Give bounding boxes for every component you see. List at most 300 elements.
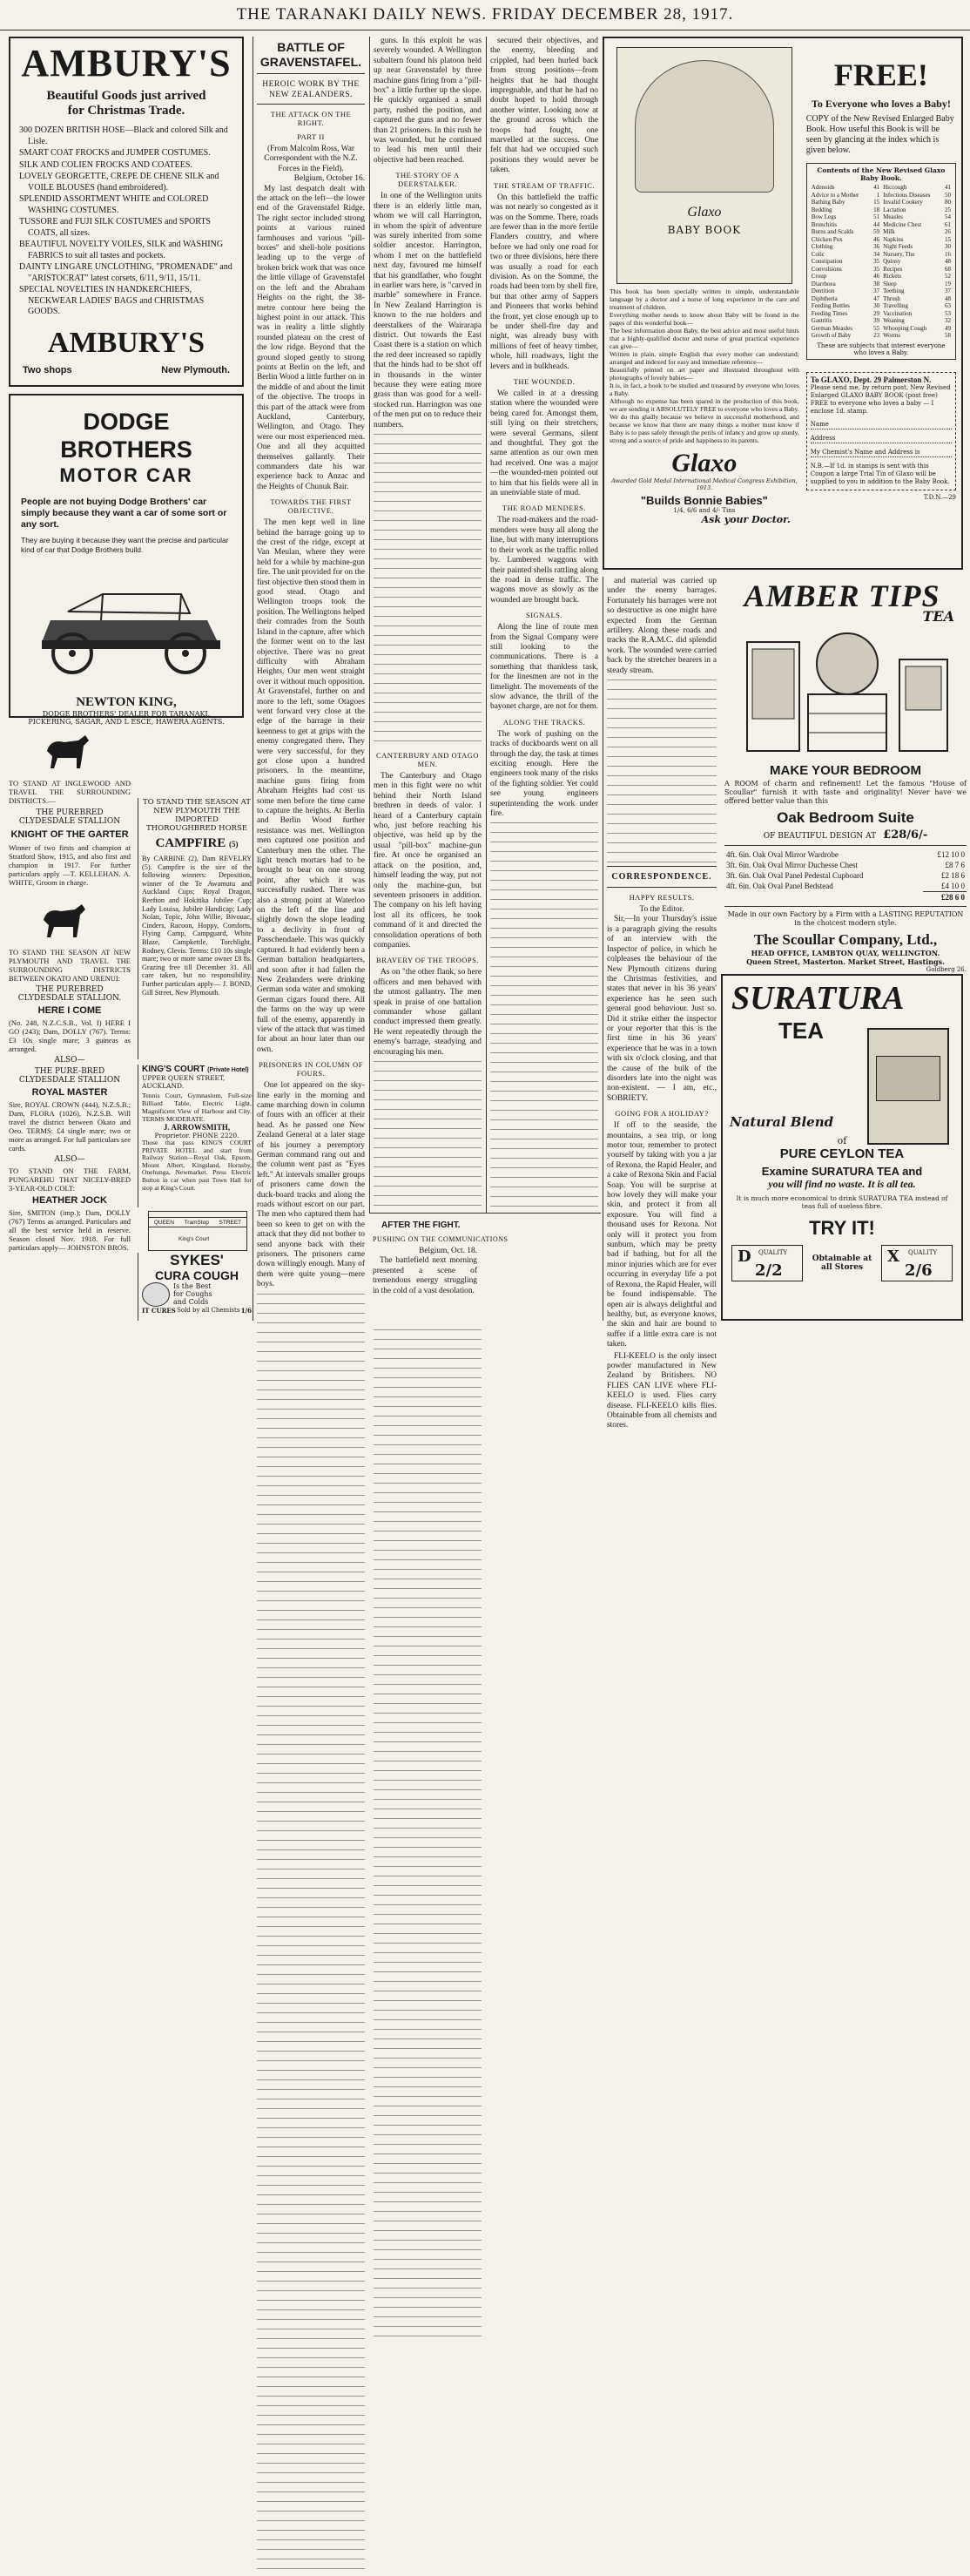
- contents-topic: Quinsy: [883, 258, 901, 265]
- contents-page: 61: [945, 220, 951, 228]
- coupon-address-label: Address: [810, 434, 836, 442]
- col2-section-2: CANTERBURY AND OTAGO MEN.: [375, 751, 480, 769]
- campfire-name-sup: (5): [229, 840, 239, 849]
- table-row: [810, 228, 953, 236]
- col3-section-1: THE STREAM OF TRAFFIC.: [493, 180, 596, 190]
- contents-page: 26: [945, 228, 951, 235]
- glaxo-ad: [603, 37, 963, 570]
- glaxo-headline: To Everyone who loves a Baby!: [811, 98, 951, 110]
- suratura-obtainable: Obtainable at all Stores: [812, 1254, 872, 1272]
- contents-box: [806, 163, 956, 360]
- kings-addr: UPPER QUEEN STREET, AUCKLAND.: [142, 1074, 226, 1090]
- book-label: BABY BOOK: [667, 224, 742, 236]
- table-row: [810, 199, 953, 206]
- contents-topic: Adenoids: [811, 184, 835, 191]
- table-row: [810, 236, 953, 244]
- contents-topic: Hiccough: [883, 184, 907, 191]
- contents-page: 29: [873, 309, 880, 317]
- col3-text-continued: [490, 821, 598, 1274]
- ambury-shops: Two shops: [23, 364, 72, 375]
- contents-topic: Bow Legs: [811, 213, 837, 220]
- paragraph: Along the line of route men from the Signal Company were still looking to the communications. There is a something that thankless task, for the linesmen are not in the limelight. The movements of the slow advance, the thrill of the bayonet charge, are not for them.: [490, 623, 598, 712]
- glaxo-body-5: Beautifully printed on art paper and illustrated throughout with photographs of lovely babies—: [610, 366, 799, 382]
- col3-section-2: THE WOUNDED.: [513, 377, 576, 386]
- contents-topic: Croup: [811, 273, 827, 280]
- scoullar-design: OF BEAUTIFUL DESIGN AT: [763, 832, 877, 841]
- scoullar-made: Made in our own Factory by a Firm with a LASTING REPUTATION in the choicest modern style.: [727, 910, 964, 927]
- table-row: [810, 221, 953, 229]
- rm-body: Sire, ROYAL CROWN (444), N.Z.S.B.; Dam, FLORA (1026), N.Z.S.B. Will travel the district between Okato and Oeo. TERMS: £4 single mare; two or more as arranged. For full particulars see cards.: [9, 1100, 131, 1153]
- contents-footer: These are subjects that interest everyone who loves a Baby.: [817, 341, 946, 356]
- list-item: DAINTY LINGARE UNCLOTHING, "PROMENADE" and "ARISTOCRAT" latest corsets, 6/11, 9/11, 15/11.: [19, 262, 232, 283]
- d-price: 2/2: [755, 1261, 783, 1280]
- suratura-of: of: [837, 1135, 847, 1146]
- list-item: LOVELY GEORGETTE, CREPE DE CHENE SILK and VOILE BLOUSES (hand embroidered).: [19, 172, 219, 193]
- contents-topic: Feeding Bottles: [811, 302, 850, 309]
- hj-body: Sire, SMITON (imp.); Dam, DOLLY (767) Terms as arranged. Particulars and all the best service held in reserve. Season closed Nov. 1918. For full particulars apply— JOHNSTON BROS.: [9, 1208, 131, 1252]
- contents-topic: Lactation: [883, 206, 906, 213]
- contents-topic: Thrush: [883, 294, 900, 302]
- col3-section-5: ALONG THE TRACKS.: [502, 717, 586, 727]
- contents-page: 30: [873, 302, 880, 309]
- list-item: TUSSORE and FUJI SILK COSTUMES and SPORTS COATS, all sizes.: [19, 217, 211, 238]
- book-brand: Glaxo: [687, 205, 722, 220]
- table-row: [810, 317, 953, 325]
- contents-topic: Growth of Baby: [811, 332, 852, 339]
- list-item: SPECIAL NOVELTIES IN HANDKERCHIEFS, NECKWEAR LADIES' BAGS and CHRISTMAS GOODS.: [19, 285, 205, 316]
- table-row: [810, 281, 953, 288]
- suratura-title: SURATURA: [731, 980, 905, 1017]
- after-fight: [369, 1213, 601, 1322]
- coupon-name-label: Name: [810, 420, 829, 428]
- contents-page: 46: [873, 235, 880, 243]
- sykes-face-icon: [142, 1282, 170, 1307]
- ambury-title: AMBURY'S: [21, 42, 232, 85]
- dodge-dealer-sub: DODGE BROTHERS' DEALER FOR TARANAKI.: [42, 710, 211, 718]
- article-part: PART II: [297, 132, 325, 141]
- kings-map: [148, 1211, 247, 1251]
- d-quality: QUALITY: [758, 1249, 788, 1256]
- paragraph: The Canterbury and Otago men in this fight were no whit behind their North Island brethren in deeds of valor. I heard of a Canterbury captain who, just before reaching his objective, was held up by the usual "pill-box" machine-gun fire. At once he organised an attack on the position, and, himself leading the way, put not only the machine-gun, but seventeen prisoners in addition. The company on his left having lost all its officers, he took command of it and directed the consolidation operations of both companies.: [374, 772, 482, 950]
- contents-page: 18: [873, 206, 880, 213]
- sykes-ad: [138, 1253, 252, 1321]
- scoullar-intro: A ROOM of charm and refinement! Let the famous "House of Scoullar" furnish it with taste and originality! Never have we offered better value than this: [724, 780, 967, 805]
- kings-body: Tennis Court, Gymnasium, Full-size Billiard Table, Electric Light, Magnificent View of Harbour and City. TERMS MODERATE.: [142, 1092, 252, 1123]
- contents-topic: Milk: [883, 228, 895, 235]
- coupon-address: [811, 435, 952, 443]
- article-section-1: THE ATTACK ON THE RIGHT.: [270, 110, 352, 127]
- paragraph: and material was carried up under the enemy barrages. Fortunately his barrages were not so destructive as one might have expected from the German artillery. Along these roads and tracks the R.A.M.C. did splendid work. The wounded were carried back by the stretcher bearers in a steady stream.: [607, 577, 717, 675]
- col2-body-1: [374, 37, 482, 166]
- ambury-ad: [9, 37, 244, 387]
- article-source: (From Malcolm Ross, War Correspondent with the N.Z. Forces in the Field).: [264, 145, 358, 173]
- scoullar-suite: Oak Bedroom Suite: [777, 809, 914, 826]
- item-name: 3ft. 6in. Oak Oval Panel Pedestal Cupboard: [726, 871, 864, 880]
- table-row: [810, 332, 953, 340]
- paragraph: The work of pushing on the tracks of duckboards went on all through the day, the task at times exciting enough. Here the engineers took many of the risks of the fighting soldier. Yet could see young engineers superintending the work under fire.: [490, 729, 598, 819]
- sykes-sold: Sold by all Chemists: [177, 1307, 240, 1314]
- rm-name: ROYAL MASTER: [31, 1087, 108, 1098]
- glaxo-intro: COPY of the New Revised Enlarged Baby Book. How useful this Book is will be seen by glancing at the index which is given below.: [805, 114, 954, 155]
- hic-sub: THE PUREBRED CLYDESDALE STALLION.: [17, 985, 122, 1003]
- table-row: [810, 287, 953, 295]
- contents-topic: Diarrhoea: [811, 280, 836, 287]
- contents-page: 15: [873, 199, 880, 206]
- col3-section-4: SIGNALS.: [525, 611, 563, 620]
- list-item: SPLENDID ASSORTMENT WHITE and COLORED WASHING COSTUMES.: [19, 194, 209, 215]
- contents-page: 41: [945, 184, 951, 191]
- suratura-examine: Examine SURATURA TEA and: [761, 1165, 923, 1178]
- contents-page: 32: [945, 317, 951, 324]
- scoullar-company: The Scoullar Company, Ltd.,: [753, 931, 938, 948]
- contents-page: 48: [945, 294, 951, 302]
- col3-body-1: [490, 37, 598, 176]
- kings-body-2: Those that pass KING'S COURT PRIVATE HOTEL and start from Railway Station—Royal Oak, Epsom, Mount Albert, Kingsland, Hornsby, Onehunga, Newmarket. Press Electric Button in car when past Town Hall for stop at King's Court.: [142, 1139, 252, 1192]
- tea-tin-illustration: [867, 1028, 949, 1145]
- table-row: [810, 251, 953, 259]
- campfire-name: [142, 836, 252, 851]
- pushing-communications: PUSHING ON THE COMMUNICATIONS: [373, 1235, 509, 1243]
- contents-topic: Chicken Pox: [811, 235, 843, 243]
- paragraph: Sir,—In your Thursday's issue is a paragraph giving the results of an interview with the Inspector of police, in which he colpleases the behaviour of the New Plymouth citizens during the Christmas festivities, and states that never in his 36 years' experience has he seen such general good behaviour. Just so. Did it strike either the inspector or your reporter that this is the first time in his 36 years' experience that he was in a town with six o'clock closing, and that the cause of the bulk of the disorders late into the night was non-existent. — I am, etc., SOBRIETY.: [607, 915, 717, 1103]
- contents-topic: Bronchitis: [811, 220, 837, 228]
- after-fight-body: [373, 1256, 477, 1296]
- table-row: [810, 325, 953, 333]
- table-row: [724, 860, 967, 870]
- article-column-1: [253, 37, 368, 1321]
- contents-topic: Weaning: [883, 317, 905, 324]
- suratura-try: TRY IT!: [809, 1217, 875, 1239]
- hic-body: (No. 248, N.Z.C.S.B., Vol. I) HERE I GO (243); Dam, DOLLY (767). Terms: £3 10s single mare; 3 guineas as arranged.: [9, 1018, 131, 1053]
- contents-topic: Feeding Times: [811, 309, 848, 317]
- paragraph: The men kept well in line behind the barrage going up to the crest of the ridge, except at Van Meulan, where they were held for a while by machine-gun fire. The unit provided for on the first objective then stood them in good stead. Otago and Wellington troops took the position. The Wellingtons helped their comrades from the South Island in the capture, after which the former went on to the last objective. There was no great difficulty with Abraham Heights. Our men went straight over it without much opposition. At Gravenstafel, further on and more to the left, some Otagoes went forward very close at the edge of the barrage in their keenness to get at grips with the enemy congregated there. They were very successful, for they got close upon a hundred prisoners. In the meantime, machine guns firing from Abraham Heights had cost us some men before the time came to capture the heights. At Berlin and Berlin Wood further resistance was met. Wellington men captured one position and Canterbury men the other. The light trench mortars had to be brought to bear on one strong point, after which it was successfully rushed. There was also a strong point at Waterloo on the left of the line and slightly down the slope leading to a declivity in front of Passchendaele. This was quickly captured. It had evidently been a German battalion headquarters, and soon after it had fallen the New Zealanders were drinking German soda water and smoking German cigars found there. All the farms on the way up were full of the enemy, apparently in view of the attack that was timed for about an hour later than our own.: [257, 518, 365, 1054]
- article-column-3: [486, 37, 602, 1321]
- glaxo-body-6: It is, in fact, a book to be studied and treasured by everyone who loves a Baby.: [610, 382, 799, 397]
- contents-topic: Sleep: [883, 280, 897, 287]
- col2-text-continued: [374, 432, 482, 746]
- paragraph: We called in at a dressing station where the wounded were being cared for. Amongst them, still lying on their stretchers, were several Germans, silent and thoughtful. They got the same attention as our own men had received. One was a major—the wounded-men pointed out to him that his fields were all in an unenviable state of mud.: [490, 389, 598, 498]
- after-fight-dateline: Belgium, Oct. 18.: [419, 1247, 477, 1255]
- table-row: [724, 870, 967, 881]
- ambertips-ad: [721, 577, 963, 760]
- glaxo-sizes: 1/4, 6/6 and 4/- Tins: [673, 507, 736, 514]
- suratura-tea: TEA: [778, 1018, 824, 1044]
- contents-topic: Worms: [883, 332, 901, 339]
- contents-page: 54: [945, 213, 951, 220]
- contents-topic: Recipes: [883, 265, 903, 273]
- contents-page: 49: [945, 324, 951, 332]
- article-body-2: [257, 518, 365, 1055]
- dodge-para-1: People are not buying Dodge Brothers' car simply because they want a car of some sort or any sort.: [21, 497, 227, 530]
- glaxo-body-7: Although no expense has been spared in the production of this book, we are sending it ABSOLUTELY FREE to everyone who loves a Baby. We do this gladly because we believe in successful motherhood, and because we know that there are many things a mother must know if Baby is to pass safely through the perils of infancy and grow up sturdy, strong and a source of pride and happiness to its parents.: [610, 397, 799, 444]
- article-body-3: [257, 1081, 365, 1290]
- contents-topic: Nursery, The: [883, 250, 915, 258]
- correspondence-column: [603, 577, 720, 1430]
- correspondence-title: CORRESPONDENCE.: [611, 872, 712, 882]
- scoullar-items: [724, 849, 967, 903]
- table-row: [724, 849, 967, 860]
- scoullar-ad: [721, 761, 970, 973]
- contents-topic: Infectious Diseases: [883, 191, 931, 199]
- x-quality: QUALITY: [908, 1249, 938, 1256]
- item-price: £4 10 0: [941, 882, 965, 890]
- table-row: [810, 243, 953, 251]
- contents-page: 1: [876, 191, 880, 199]
- glaxo-body-2: Everything mother needs to know about Baby will be found in the pages of this wonderful book—: [610, 311, 799, 327]
- dodge-subtitle: MOTOR CAR: [59, 464, 193, 486]
- item-name: 3ft. 6in. Oak Oval Mirror Duchesse Chest: [726, 861, 858, 869]
- map-queen: QUEEN: [153, 1219, 174, 1226]
- dressing-table-illustration: [721, 625, 963, 755]
- baby-book-image: [616, 47, 792, 284]
- horse-icon: [35, 901, 96, 939]
- table-row: [724, 881, 967, 892]
- contents-page: 80: [945, 199, 951, 206]
- paragraph: In one of the Wellington units there is an elderly little man, whom we will call Harrington, in whom the spirit of adventure was surely inherited from some soldier ancestor. Harrington, whom I met on the battlefield next day, favoured me himself that his grandfather, who fought in earlier wars here, is "carved in marble" somewhere in France. In New Zealand Harrington is known to the rue holders and deerstalkers of the Wairarapa district. Out towards the East Coast there is a station on which the red deer increased so rapidly that the hinds had to be shot off in thousands in the winter because they were eating more grass than was good for a well-stocked run. Harrington was one of the men put on to reduce their numbers.: [374, 192, 482, 429]
- map-kings-court: King's Court: [179, 1236, 210, 1242]
- after-fight-title: AFTER THE FIGHT.: [381, 1220, 461, 1230]
- sykes-cura: CURA COUGH: [155, 1268, 239, 1282]
- item-name: 4ft. 6in. Oak Oval Mirror Wardrobe: [726, 850, 839, 859]
- table-row: [810, 206, 953, 214]
- also-1: ALSO—: [54, 1056, 85, 1065]
- contents-table: [810, 184, 953, 340]
- table-row: [810, 266, 953, 274]
- contents-page: 30: [945, 243, 951, 250]
- table-row: [810, 273, 953, 281]
- item-price: £2 18 6: [941, 871, 965, 880]
- kings-title-row: [142, 1065, 252, 1074]
- contents-page: 63: [945, 302, 951, 309]
- list-item: BEAUTIFUL NOVELTY VOILES, SILK and WASHING FABRICS to suit all tastes and pockets.: [19, 240, 224, 260]
- map-street: STREET: [219, 1219, 242, 1226]
- book-ornament-icon: [635, 60, 774, 193]
- col3-body-4: [490, 516, 598, 605]
- contents-topic: Convulsions: [811, 265, 842, 273]
- paragraph: The battlefield next morning presented a scene of tremendous energy struggling in the cold of a vast desolation.: [373, 1256, 477, 1295]
- contents-page: 36: [873, 243, 880, 250]
- paragraph: My last despatch dealt with the attack on the left—the lower end of the Gravenstafel Ridge. The right sector included strong points at various ruined farmhouses and various "pill-boxes" and shell-hole positions leading up to the verge of broken brick work that was once the little village of Gravenstafel on the left and the Abraham Heights on the right, the 38-metre contour here being the highest point in our attack. This was in reality a little slightly rounded plateau on the crest of the low ridge. Beyond that the ground sloped gently to strong points at Berlin on the left, and Berlin Wood a little further on in the middle of and about the limit of the objective. The troops in this part of the attack were from Auckland, Canterbury, Wellington, and Otago. They were our most experienced men. One and all they acquitted themselves gallantly. Their commanders date his war experience back to Anzac and the Heights of Chunuk Bair.: [257, 184, 365, 491]
- paragraph: secured their objectives, and the enemy, bleeding and crippled, had been hurled back from strong positions—from heights that he had thought impregnable, and that he had no doubt hoped to hold through another winter. Looking now at the ground across which the troops had fought, one marvelled at the success. One felt that had we occupied such positions they would never be taken.: [490, 37, 598, 175]
- x-quality-box: [881, 1245, 953, 1281]
- glaxo-body-1: This book has been specially written in simple, understandable language by a doctor and a nurse of long experience in the care and treatment of children.: [610, 287, 799, 311]
- contents-topic: Medicine Chest: [883, 220, 922, 228]
- campfire-head: TO STAND THE SEASON AT NEW PLYMOUTH THE IMPORTED THOROUGHBRED HORSE: [143, 798, 251, 833]
- contents-topic: Rickets: [883, 273, 902, 280]
- kc-name: KNIGHT OF THE GARTER: [10, 829, 129, 840]
- kings-owner: J. ARROWSMITH,: [163, 1123, 231, 1132]
- ambertips-tea: TEA: [922, 608, 954, 625]
- list-item: SMART COAT FROCKS and JUMPER COSTUMES.: [19, 148, 211, 158]
- scoullar-goldberg: Goldberg 26.: [926, 966, 967, 973]
- item-price: £12 10 0: [937, 850, 965, 859]
- item-price: £8 7 6: [945, 861, 965, 869]
- contents-topic: Invalid Cookery: [883, 199, 923, 206]
- col3-body-2: [490, 193, 598, 372]
- kings-court-ad: [138, 1065, 252, 1207]
- contents-page: 19: [945, 280, 951, 287]
- flikeelo: [607, 1352, 717, 1431]
- contents-topic: Diphtheria: [811, 294, 838, 302]
- glaxo-ask: Ask your Doctor.: [701, 514, 791, 525]
- contents-topic: German Measles: [811, 324, 852, 332]
- list-item: SILK AND COLIEN FROCKS AND COATEES.: [19, 159, 192, 170]
- article-section-2: TOWARDS THE FIRST OBJECTIVE.: [270, 497, 352, 516]
- paragraph: If off to the seaside, the mountains, a sea trip, or long motor tour, remember to protect yourself by taking with you a jar of Rexona, the Rapid Healer, and a cake of Rexona Skin and Facial Soap. You will be surprise at how lovely they will make your skin, and protect it from all exposure. You will find a thousand uses for Rexona. Not only will it protect you from sunburn, which may be pretty bad if bathing, but for all the minor injuries which are for ever occurring in everyday life a pot of Rexona, the Rapid Healer, will be found indispensable. The open air is always delightful and healthy, but, as everyone knows, the skin and hair are bound to suffer if a little extra care is not taken.: [607, 1121, 717, 1349]
- x-price: 2/6: [905, 1261, 933, 1280]
- article-text-continued: [257, 1292, 365, 2576]
- also-2: ALSO—: [54, 1155, 85, 1164]
- table-row: [810, 258, 953, 266]
- contents-page: 50: [945, 191, 951, 199]
- rm-sub: THE PURE-BRED CLYDESDALE STALLION: [18, 1067, 121, 1085]
- table-row: [810, 310, 953, 318]
- paragraph: As on "the other flank, so here officers and men behaved with the utmost gallantry. The men speak in praise of one battalion commander whose gallant conduct impressed them greatly. He went repeatedly through the enemy's barrage, steadying and encouraging his men.: [374, 968, 482, 1057]
- map-tramstop: TramStop: [184, 1219, 209, 1226]
- kings-title-sub: (Private Hotel): [207, 1067, 249, 1073]
- contents-topic: Whooping Cough: [883, 324, 927, 332]
- masthead: THE TARANAKI DAILY NEWS. FRIDAY DECEMBER 28, 1917.: [0, 0, 970, 30]
- kc-head: TO STAND AT INGLEWOOD AND TRAVEL THE SURROUNDING DISTRICTS.—: [9, 779, 131, 805]
- contents-topic: Bedding: [811, 206, 832, 213]
- letter-2: [607, 1121, 717, 1349]
- contents-topic: Bathing Baby: [811, 199, 845, 206]
- contents-page: 58: [945, 332, 951, 339]
- col3-section-3: THE ROAD MENDERS.: [502, 504, 587, 513]
- list-item: 300 DOZEN BRITISH HOSE—Black and colored Silk and Lisle.: [19, 125, 228, 146]
- paragraph: On this battlefield the traffic was not nearly so congested as it was on the Somme. There, roads are fewer than in the more fertile Flanders country, and where before we had only one road for two or three divisions, here there was usually a road for each division. As on the Somme, the roads had been torn by shell fire, but that other army of Sappers and Pioneers that works behind the front, yet close enough up to be under shell-fire day and night, was already busy with millions of feet of heavy timber, whole, hill roadways, light the levers and in bulkheads.: [490, 193, 598, 371]
- glaxo-free: FREE!: [833, 57, 928, 92]
- ambury-tagline-1: Beautiful Goods just arrived: [46, 89, 206, 103]
- scoullar-branches: Queen Street, Masterton. Market Street, Hastings.: [746, 957, 945, 966]
- col3-body-5: [490, 623, 598, 713]
- glaxo-code: T.D.N.—29: [923, 493, 956, 501]
- col2-body-4: [374, 968, 482, 1058]
- contents-topic: Gastritis: [811, 317, 832, 324]
- suratura-blend: Natural Blend: [730, 1114, 834, 1130]
- glaxo-body-3: The best information about Baby, the best advice and most useful hints that a highly-qualified doctor and nurse of great practical experience can give—: [610, 327, 799, 350]
- suratura-waste: you will find no waste. It is all tea.: [768, 1178, 916, 1190]
- paragraph: guns. In this exploit he was severely wounded. A Wellington subaltern found his platoon held up near Gravenstafel by three machine guns firing from a "pill-box" a little further up the slope. He quickly organised a small party, rushed the position, and captured the guns and no fewer than 21 prisoners. In this rush he was wounded, but he continued to lead his men until their objective had been reached.: [374, 37, 482, 165]
- dodge-title: DODGE BROTHERS: [60, 409, 192, 463]
- to-the-editor: To the Editor.: [639, 905, 684, 915]
- table-row: [810, 295, 953, 303]
- ambury-town: New Plymouth.: [161, 364, 230, 375]
- table-row: [810, 302, 953, 310]
- kings-title: KING'S COURT: [142, 1065, 205, 1074]
- article-dateline: Belgium, October 16.: [293, 174, 365, 184]
- happy-results: HAPPY RESULTS.: [629, 893, 695, 903]
- glaxo-body-4: Written in plain, simple English that every mother can understand; arranged and indexed for easy and immediate reference—: [610, 350, 799, 366]
- paragraph: One lot appeared on the sky-line early in the morning and came marching down in column of fours with an officer at their head. As he passed one New Zealand General at a later stage of his journey a peremptory German command rang out and the column went past as "Eyes left." At intervals smaller groups of prisoners came down the duck-board tracks and along the roads without escort on our part. The men who captured them had been so keen to get on with the attack that they did not bother to send anyone back with their prisoners. The prisoners came down willingly enough. Many of them were quite young—mere boys.: [257, 1081, 365, 1289]
- contents-page: 52: [945, 273, 951, 280]
- contents-page: 38: [873, 280, 880, 287]
- hic-name: HERE I COME: [37, 1005, 102, 1016]
- contents-page: 53: [945, 309, 951, 317]
- hj-name: HEATHER JOCK: [32, 1195, 107, 1206]
- col3-body-6: [490, 730, 598, 820]
- campfire-ad: [138, 798, 252, 1059]
- col4-text-continued: [607, 678, 717, 862]
- d-quality-box: [731, 1245, 803, 1281]
- letter-1: [607, 915, 717, 1104]
- article-section-3: PRISONERS IN COLUMN OF FOURS.: [259, 1060, 363, 1078]
- table-row: [810, 184, 953, 192]
- x-label: X: [887, 1247, 899, 1266]
- contents-page: 39: [873, 317, 880, 324]
- contents-topic: Travelling: [883, 302, 909, 309]
- item-name: 4ft. 6in. Oak Oval Panel Bedstead: [726, 882, 833, 891]
- contents-topic: Night Feeds: [883, 243, 913, 250]
- col2-section-3: BRAVERY OF THE TROOPS.: [376, 956, 479, 965]
- sykes-title: SYKES': [170, 1252, 224, 1268]
- contents-topic: Advice to a Mother: [811, 191, 859, 199]
- glaxo-coupon: [806, 372, 956, 490]
- car-illustration: [16, 559, 239, 690]
- campfire-name-text: CAMPFIRE: [155, 836, 226, 850]
- contents-page: 51: [873, 213, 880, 220]
- contents-page: 37: [945, 287, 951, 294]
- contents-page: 55: [873, 324, 880, 332]
- glaxo-award: Awarded Gold Medal International Medical Congress Exhibition, 1913.: [611, 477, 798, 491]
- scoullar-price: £28/6/-: [883, 828, 928, 842]
- contents-page: 47: [873, 294, 880, 302]
- kc-body: Winner of two firsts and champion at Stratford Show, 1915, and also first and champion in 1917. For further particulars apply —T. KELLEHAN. A. WHITE, Groom in charge.: [9, 843, 131, 887]
- ambury-tagline-2: for Christmas Trade.: [67, 104, 185, 118]
- horse-ads: [9, 732, 131, 1319]
- dodge-ad: [9, 394, 244, 726]
- contents-page: 68: [945, 265, 951, 273]
- dodge-towns: PICKERING, SAGAR, AND L ESCE, HAWERA AGENTS.: [28, 718, 225, 726]
- contents-page: 35: [873, 265, 880, 273]
- campfire-body: By CARBINE (2), Dam REVELRY (5). Campfire is the sire of the following winners: Deposition, winner of the Te Awamutu and Auckland Cups; Royal Dragon, Reefton and Hokitika Jubilee Cup; Lady Louisa, Jubilee Handicap; Lady Nolan, Topic, John Willie, Bivouac, Cinders, Racoon, Hoppy, Comforts, Flying Camp, Campguard, White Blaze, Campkettle, Torchlight, Rodney, Clevis. Terms: £10 10s single mare; two or more same owner £8 8s. Grazing free till December 31. All care taken, but no responsibility. Further particulars apply— J. BOND, Gill Street, New Plymouth.: [142, 855, 252, 997]
- d-label: D: [738, 1247, 751, 1266]
- table-row: [810, 213, 953, 221]
- contents-topic: Constipation: [811, 258, 843, 265]
- sykes-best: Is the Best: [173, 1282, 212, 1290]
- horse-icon: [38, 732, 99, 770]
- contents-page: 59: [873, 228, 880, 235]
- contents-page: 48: [945, 258, 951, 265]
- contents-page: 44: [873, 220, 880, 228]
- glaxo-brand: Glaxo: [671, 449, 738, 477]
- contents-topic: Napkins: [883, 235, 904, 243]
- kings-phone: Proprietor. PHONE 2220.: [154, 1132, 239, 1139]
- article-body-1: [257, 185, 365, 493]
- coupon-name: [811, 421, 952, 429]
- ambertips-title-text: AMBER TIPS: [744, 578, 940, 613]
- dodge-para-2: They are buying it because they want the precise and particular kind of car that Dodge Brothers build.: [21, 536, 229, 554]
- coupon-to: To GLAXO, Dept. 29 Palmerston N.: [810, 375, 932, 384]
- contents-page: 41: [873, 184, 880, 191]
- paragraph: The road-makers and the road-menders were busy all along the line, but with many interruptions to their work as the traffic rolled by. Lumbered waggons with their painted shells rattling along the road in dense traffic. The wagons move as slowly as the wounded are brought back.: [490, 516, 598, 605]
- suratura-ad: [721, 974, 963, 1321]
- contents-page: 46: [873, 273, 880, 280]
- contents-topic: Dentition: [811, 287, 835, 294]
- contents-page: 35: [873, 258, 880, 265]
- glaxo-slogan: "Builds Bonnie Babies": [640, 494, 768, 507]
- article-subtitle: HEROIC WORK BY THE NEW ZEALANDERS.: [262, 80, 360, 99]
- scoullar-office: HEAD OFFICE, LAMBTON QUAY, WELLINGTON.: [751, 949, 940, 957]
- dodge-dealer: NEWTON KING,: [76, 695, 177, 709]
- holiday-head: GOING FOR A HOLIDAY?: [615, 1109, 709, 1119]
- hj-head: TO STAND ON THE FARM, PUNGAREHU THAT NICELY-BRED 3-YEAR-OLD COLT:: [9, 1166, 131, 1193]
- hic-head: TO STAND THE SEASON AT NEW PLYMOUTH AND TRAVEL THE SURROUNDING DISTRICTS BETWEEN OKATO AND URENUI:: [9, 948, 131, 983]
- sykes-cures: IT CURES: [142, 1307, 176, 1315]
- contents-page: 16: [945, 250, 951, 258]
- total-price: £28 6 0: [923, 892, 967, 903]
- sykes-colds: and Colds: [173, 1298, 209, 1306]
